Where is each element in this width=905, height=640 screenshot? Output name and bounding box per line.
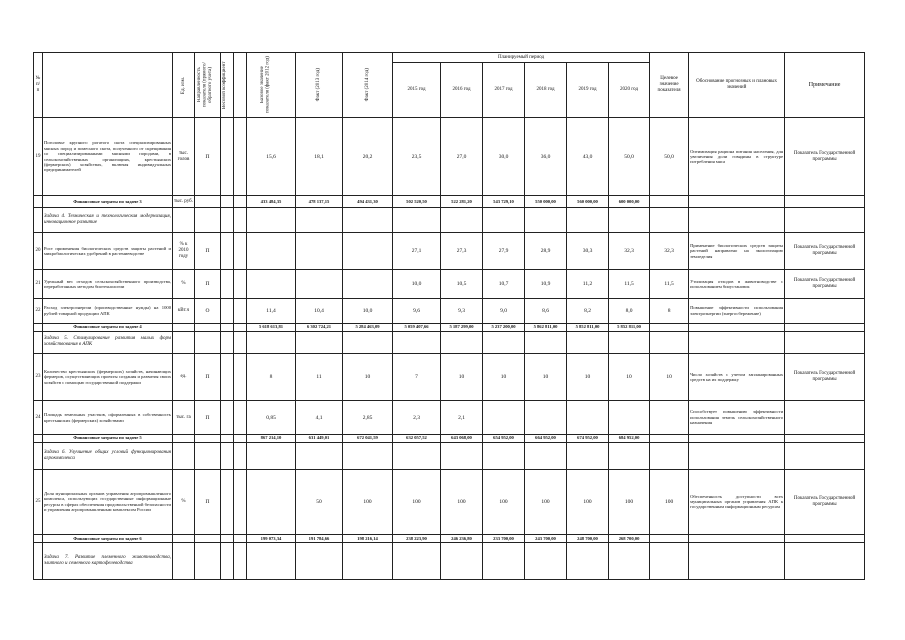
indicator-name: Количество крестьянских (фермерских) хозяйств, начинающих фермеров, осуществляющих проекты создания и развития своих хозяйств с помощью государственной поддержки bbox=[43, 354, 173, 401]
header-direction: Направленность показателя (прямого/обратного учета) bbox=[195, 53, 221, 118]
task-row bbox=[34, 208, 865, 233]
task-6-title: Задача 6. Улучшение общих условий функционирования агрокомплекса bbox=[43, 443, 173, 470]
indicator-name: Удельный вес отходов сельскохозяйственного производства, переработанных методом биотехнологии bbox=[43, 270, 173, 299]
table-row: 22 Расход электроэнергии (производственные нужды) на 1000 рублей товарной продукции АПК кВт.ч О 11,4 10,4 10,0 9,6 9,3 9,0 8,6 8,2 8,0 8 Повышение эффективности использования электроэнергии (энергосбережение) bbox=[34, 299, 865, 324]
header-weight: Весовой коэффициент bbox=[221, 53, 234, 118]
table-row: 24 Площадь земельных участков, оформленных в собственность крестьянских (фермерских) хозяйствами тыс. га П 0,85 4,1 2,85 2,3 2,1 Способствует повышению эффективности использования земель сельскохозяйственного назначения bbox=[34, 401, 865, 435]
finance-row: Финансовые затраты по задаче 5 867 214,10 631 449,01 672 041,59 632 057,52 643 068,00 654 952,00 664 952,00 674 952,00 684 952,00 bbox=[34, 434, 865, 442]
finance-row: Финансовые затраты по задаче 3 тыс. руб. 433 484,35 478 137,15 494 431,30 502 520,50 522 281,20 543 729,10 550 000,00 560 000,00 600 000,00 bbox=[34, 195, 865, 207]
indicator-name: Рост применения биологических средств защиты растений и микробиологических удобрений в растениеводстве bbox=[43, 232, 173, 270]
header-base: Базовое значение показателя (факт 2012 год) bbox=[247, 53, 296, 118]
header-fact-2014: Факт (2014 год) bbox=[343, 53, 393, 118]
table-row: 19 Поголовье крупного рогатого скота специализированных мясных пород и помесного скота, полученного от скрещивания со специализированными мясными породами, в сельскохозяйственных организациях, крестьянских (фермерских) хозяйствах, включая индивидуальных предпринимателей тыс. голов П 15,6 18,1 20,2 23,5 27,0 30,0 36,0 43,0 50,0 50,0 Оптимизация рациона питания населения, для увеличения доли говядины в структуре потребления мяса Показатель Государственной программы bbox=[34, 118, 865, 196]
header-empty bbox=[234, 53, 247, 118]
task-5-title: Задача 5. Стимулирование развития малых форм хозяйствования в АПК bbox=[43, 331, 173, 353]
finance-row: Финансовые затраты по задаче 4 5 618 613,81 6 302 724,21 5 284 463,09 5 059 407,66 5 187 299,00 5 237 200,00 5 862 811,00 5 852 811,00 5 852 811,00 bbox=[34, 323, 865, 331]
header-2018: 2018 год bbox=[525, 63, 567, 118]
header-note: Примечание bbox=[785, 53, 865, 118]
header-name bbox=[43, 53, 173, 118]
header-fact-2013: Факт (2013 год) bbox=[296, 53, 343, 118]
task-row bbox=[34, 543, 865, 580]
task-4-title: Задача 4. Техническая и технологическая модернизация, инновационное развитие bbox=[43, 208, 173, 233]
header-target: Целевое значение показателя bbox=[650, 53, 689, 118]
header-justification: Обоснование прогнозных и плановых значений bbox=[689, 53, 785, 118]
table-row: 21 Удельный вес отходов сельскохозяйственного производства, переработанных методом биотехнологии % П 10,0 10,5 10,7 10,9 11,2 11,5 11,5 Утилизация отходов в животноводстве с использованием биоустановок Показатель Государственной программы bbox=[34, 270, 865, 299]
table-row: 25 Доля муниципальных органов управления агропромышленного комплекса, использующих государственные информационные ресурсы в сферах обеспечения продовольственной безопасности и управления агропромышленным комплексом России % П 50 100 100 100 100 100 100 100 100 Обеспеченность доступности всех муниципальных органов управления АПК к государственным информационным ресурсам Показатель Государственной программы bbox=[34, 469, 865, 534]
indicator-name: Доля муниципальных органов управления агропромышленного комплекса, использующих государственные информационные ресурсы в сферах обеспечения продовольственной безопасности и управления агропромышленным комплексом России bbox=[43, 469, 173, 534]
header-planned-period: Планируемый период bbox=[393, 53, 650, 63]
header-2015: 2015 год bbox=[393, 63, 441, 118]
header-2016: 2016 год bbox=[441, 63, 483, 118]
header-2020: 2020 год bbox=[609, 63, 650, 118]
table-row: 23 Количество крестьянских (фермерских) хозяйств, начинающих фермеров, осуществляющих проекты создания и развития своих хозяйств с помощью государственной поддержки ед. П 8 11 10 7 10 10 10 10 10 10 Число хозяйств с учетом запланированных средств на их поддержку Показатель Государственной программы bbox=[34, 354, 865, 401]
header-2019: 2019 год bbox=[567, 63, 609, 118]
table-row: 20 Рост применения биологических средств защиты растений и микробиологических удобрений в растениеводстве % к 2010 году П 27,1 27,3 27,9 28,9 30,3 32,3 32,3 Применение биологических средств защиты растений направлено на экологизацию земледелия Показатель Государственной программы bbox=[34, 232, 865, 270]
indicator-name: Площадь земельных участков, оформленных в собственность крестьянских (фермерских) хозяйствами bbox=[43, 401, 173, 435]
task-row bbox=[34, 331, 865, 353]
indicator-name: Поголовье крупного рогатого скота специализированных мясных пород и помесного скота, полученного от скрещивания со специализированными мясными породами, в сельскохозяйственных организациях, крестьянских (фермерских) хозяйствах, включая индивидуальных предпринимателей bbox=[43, 118, 173, 196]
indicator-name: Расход электроэнергии (производственные нужды) на 1000 рублей товарной продукции АПК bbox=[43, 299, 173, 324]
task-row bbox=[34, 443, 865, 470]
header-num: № п/п bbox=[34, 53, 43, 118]
indicators-table bbox=[33, 52, 865, 580]
header-2017: 2017 год bbox=[483, 63, 525, 118]
task-7-title: Задача 7. Развитие племенного животноводства, элитного и семенного картофелеводства bbox=[43, 543, 173, 580]
finance-row: Финансовые затраты по задаче 6 199 073,34 191 784,66 198 216,14 238 223,90 246 236,80 233 700,00 243 700,00 248 700,00 268 700,00 bbox=[34, 534, 865, 542]
header-unit: Ед. изм. bbox=[173, 53, 195, 118]
